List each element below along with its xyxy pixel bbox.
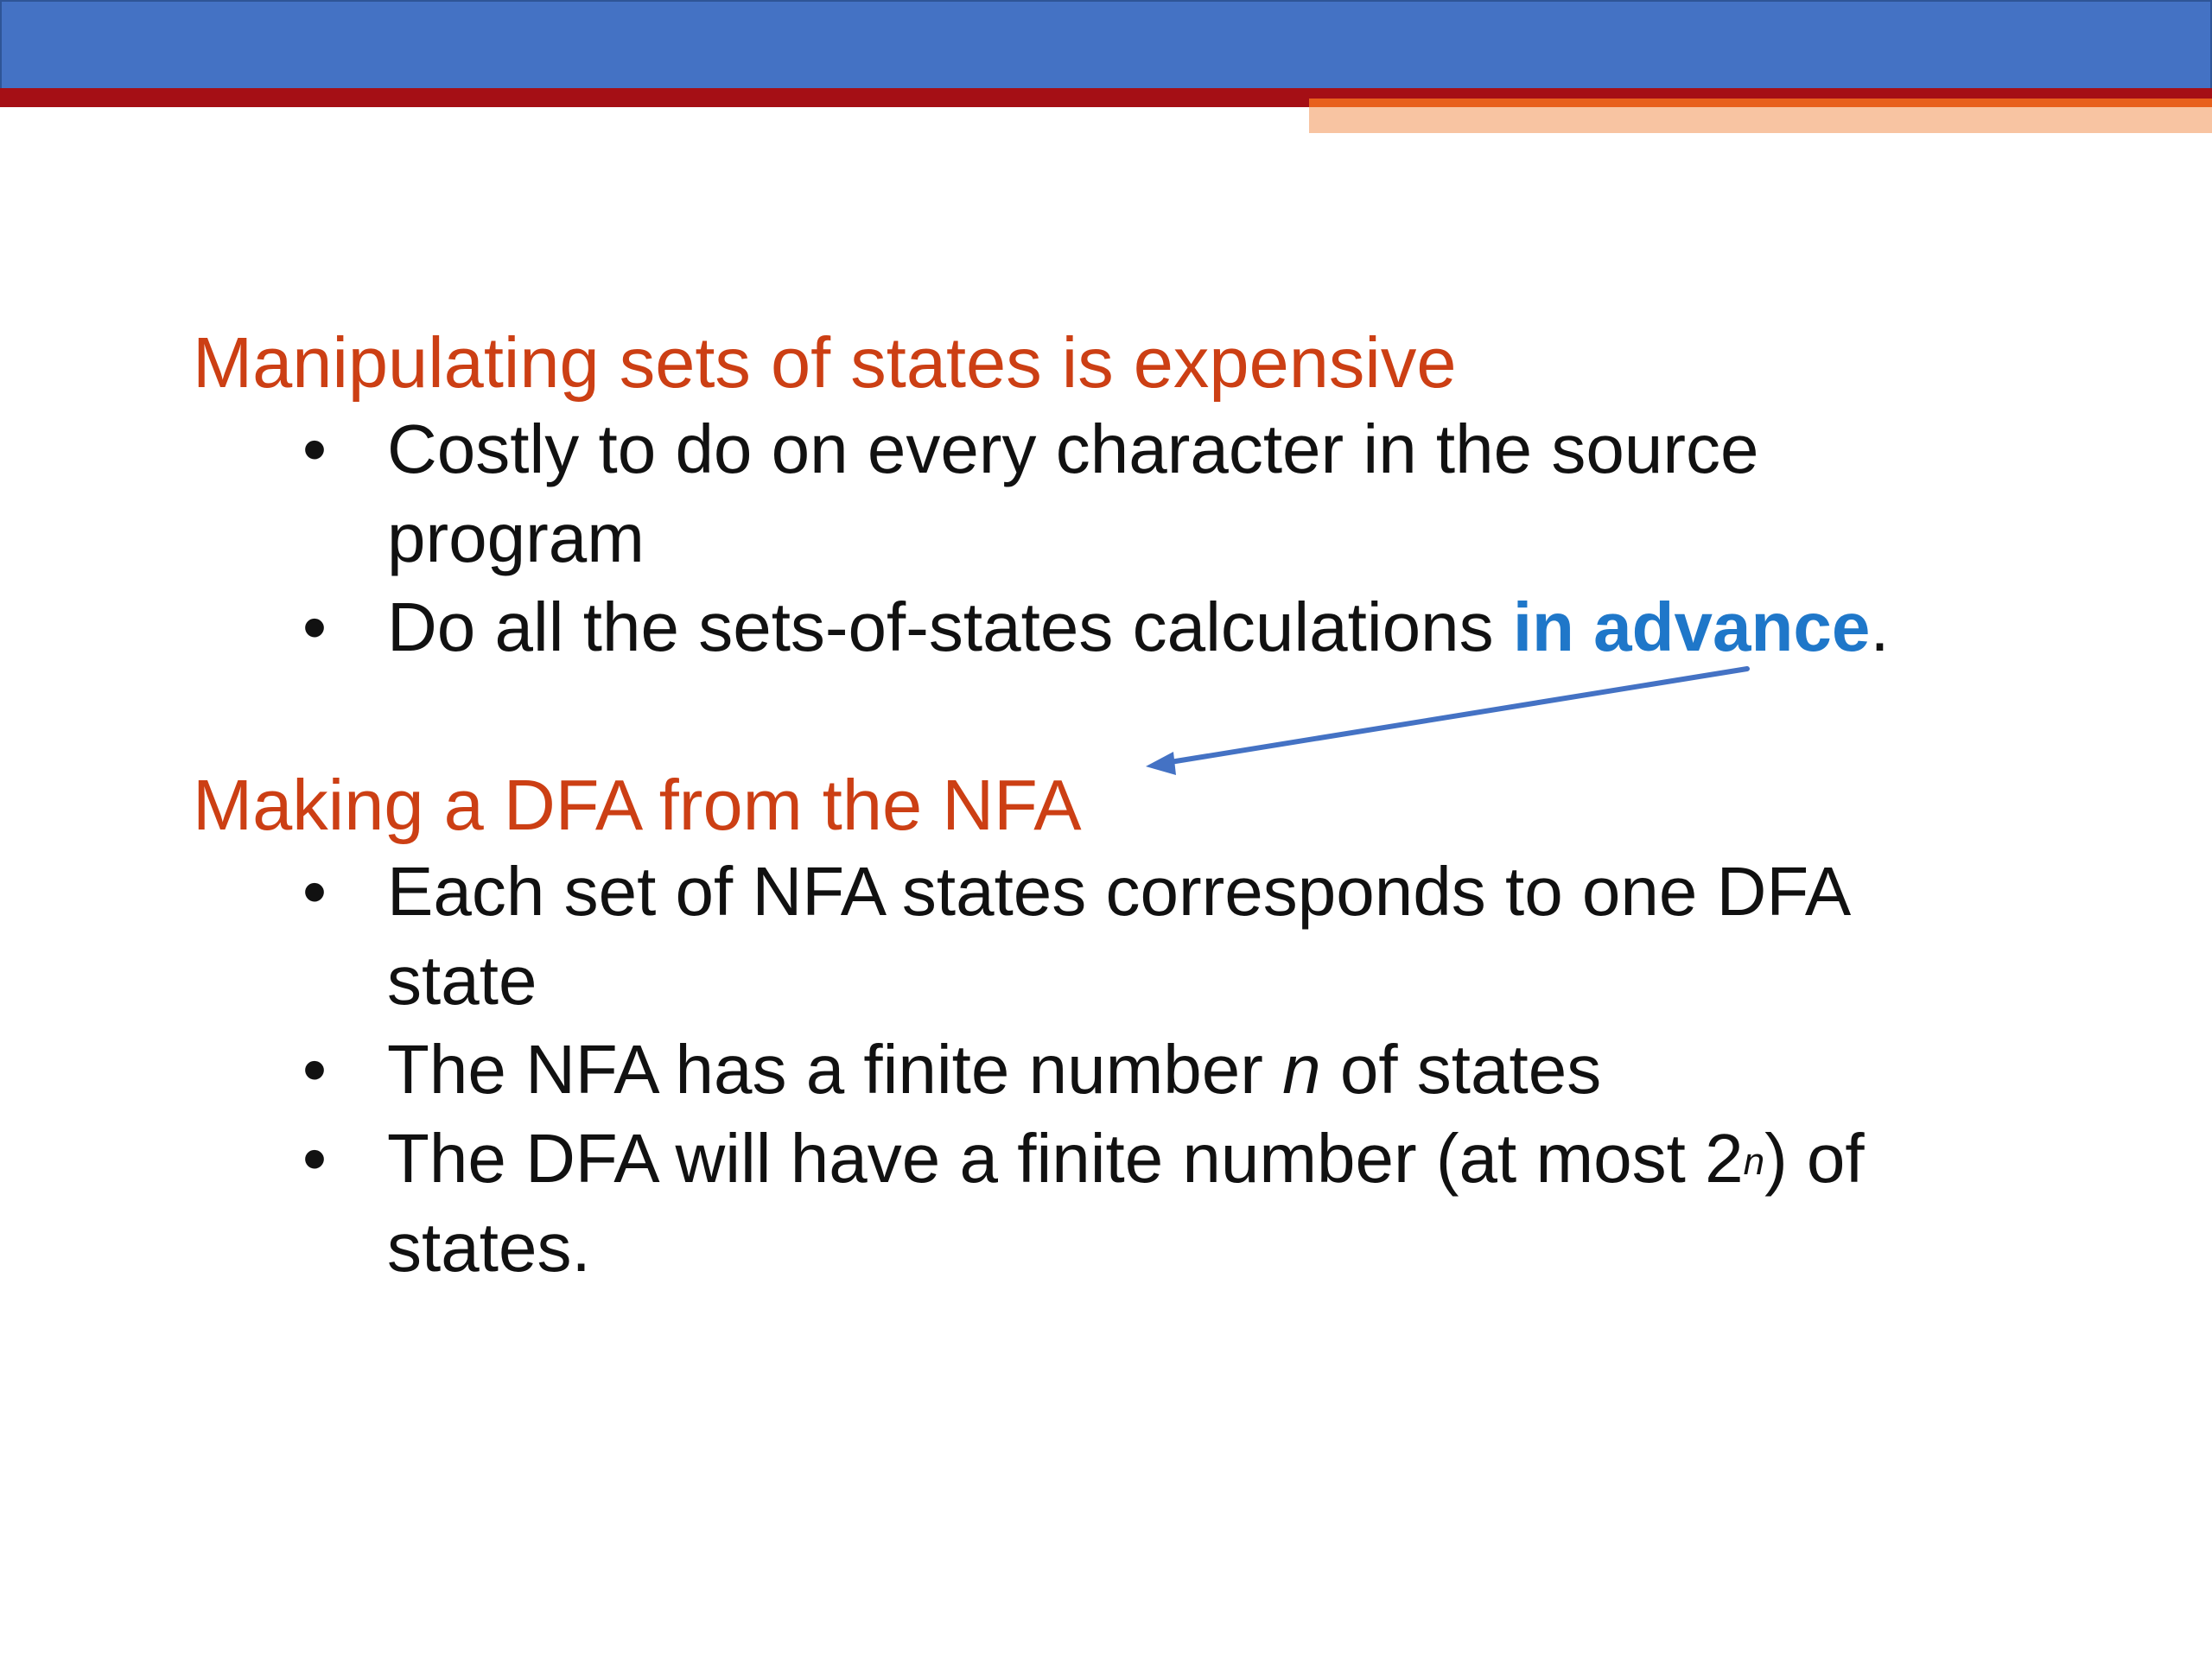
bullet-marker: • — [302, 410, 327, 487]
bullet-marker: • — [302, 588, 327, 665]
section2-heading: Making a DFA from the NFA — [193, 765, 1082, 845]
bullet-marker: • — [302, 1120, 327, 1197]
header-peach-band — [1309, 107, 2212, 133]
section2-bullet2 — [387, 1025, 1601, 1114]
bullet-marker: • — [302, 1031, 327, 1108]
section2-bullet3-line2: states. — [387, 1209, 591, 1286]
section2-bullet1-line1: Each set of NFA states corresponds to one DFA — [387, 853, 1852, 930]
variable-n: n — [1282, 1031, 1321, 1108]
bullet-marker: • — [302, 853, 327, 930]
section1-heading: Manipulating sets of states is expensive — [193, 322, 1457, 403]
section1-bullet1-line1: Costly to do on every character in the source — [387, 410, 1759, 487]
section2-bullet1-line2: state — [387, 942, 537, 1019]
in-advance-highlight: in advance — [1512, 588, 1871, 665]
section2-bullet3-text: The DFA will have a finite number (at most 2 — [387, 1120, 1744, 1197]
section2-bullet3-line1 — [387, 1114, 1865, 1203]
section1-bullet2-period: . — [1870, 588, 1890, 665]
header-bar — [0, 0, 2212, 88]
section2-bullet3-tail: ) of — [1764, 1120, 1865, 1197]
section2-bullet2-text: The NFA has a finite number — [387, 1031, 1283, 1108]
section1-bullet1-line2: program — [387, 499, 645, 576]
section2-bullet2-tail: of states — [1320, 1031, 1602, 1108]
section1-bullet2 — [387, 582, 1890, 671]
exponent-n: n — [1743, 1141, 1765, 1183]
section1-bullet2-text: Do all the sets-of-states calculations — [387, 588, 1513, 665]
